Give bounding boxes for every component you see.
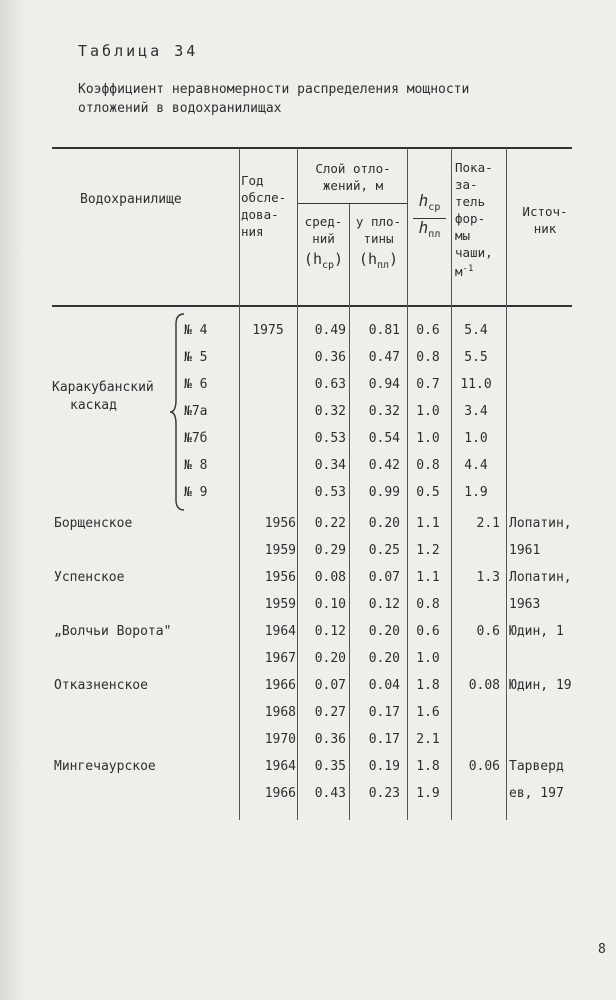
cell-dam-layer: 0.19 [368,759,400,774]
layer-group-rule [297,203,407,204]
cell-source: Юдин, 1 [509,624,564,639]
cell-dam-layer: 0.25 [368,543,400,558]
page-number: 8 [598,942,606,957]
cell-shape-index: 0.06 [468,759,500,774]
cell-avg-layer: 0.10 [314,597,346,612]
cell-avg-layer: 0.35 [314,759,346,774]
cell-year: 1970 [264,732,296,747]
cell-dam-layer: 0.04 [368,678,400,693]
cell-reservoir-name: „Волчьи Ворота" [54,624,172,639]
cell-ratio: 2.1 [416,732,440,747]
cascade-label-line2: каскад [70,398,117,413]
col-divider-dam [349,204,350,820]
header-source: Источ- ник [522,204,568,236]
cell-shape-index: 5.5 [464,350,488,365]
table-top-rule [52,147,572,149]
cell-source: Юдин, 19 [509,678,572,693]
cell-year: 1964 [264,759,296,774]
cell-year: 1966 [264,678,296,693]
cell-avg-layer: 0.29 [314,543,346,558]
cell-year: 1959 [264,543,296,558]
cell-avg-layer: 0.20 [314,651,346,666]
cell-dam-layer: 0.17 [368,732,400,747]
cell-ratio: 0.5 [416,485,440,500]
cell-dam-layer: 0.17 [368,705,400,720]
cell-ratio: 1.0 [416,651,440,666]
cell-ratio: 0.7 [416,377,440,392]
cell-avg-layer: 0.12 [314,624,346,639]
cell-year: 1967 [264,651,296,666]
cascade-label-line1: Каракубанский [52,380,154,395]
cell-shape-index: 2.1 [476,516,500,531]
cell-dam-layer: 0.20 [368,651,400,666]
cell-avg-layer: 0.43 [314,786,346,801]
cell-year: 1956 [264,516,296,531]
cell-shape-index: 0.08 [468,678,500,693]
cell-avg-layer: 0.27 [314,705,346,720]
cell-ratio: 0.6 [416,624,440,639]
cell-shape-index: 3.4 [464,404,488,419]
header-year: Год обсле- дова- ния [241,173,287,239]
cell-shape-index: 1.9 [464,485,488,500]
cascade-sub-label: №7а [184,404,208,419]
cell-year: 1964 [264,624,296,639]
header-reservoir: Водохранилище [80,192,182,207]
cell-ratio: 0.8 [416,350,440,365]
header-layer-group: Слой отло- жений, м [315,161,391,193]
header-ratio: $h_{ср}$ $h_{пл}$ [408,192,451,243]
cell-avg-layer: 0.32 [314,404,346,419]
table-title: Коэффициент неравномерности распределения мощности отложений в водохранилищах [78,82,470,116]
page-edge-shadow [0,0,24,1000]
cascade-sub-label: № 8 [184,458,208,473]
cell-ratio: 1.1 [416,570,440,585]
cell-shape-index: 0.6 [476,624,500,639]
cell-reservoir-name: Борщенское [54,516,133,531]
cell-shape-index: 1.3 [476,570,500,585]
cell-avg-layer: 0.07 [314,678,346,693]
cell-avg-layer: 0.36 [314,350,346,365]
cell-year: 1966 [264,786,296,801]
cell-dam-layer: 0.23 [368,786,400,801]
cell-year: 1975 [252,323,284,338]
cell-shape-index: 11.0 [460,377,492,392]
cell-shape-index: 5.4 [464,323,488,338]
cell-year: 1968 [264,705,296,720]
cell-avg-layer: 0.22 [314,516,346,531]
cell-reservoir-name: Отказненское [54,678,148,693]
cell-shape-index: 1.0 [464,431,488,446]
cell-source: ев, 197 [509,786,564,801]
cell-avg-layer: 0.36 [314,732,346,747]
cell-avg-layer: 0.53 [314,485,346,500]
cell-dam-layer: 0.32 [368,404,400,419]
cell-source: 1963 [509,597,541,612]
cell-source: Лопатин, [509,570,572,585]
cell-source: 1961 [509,543,541,558]
cell-ratio: 1.8 [416,678,440,693]
cell-dam-layer: 0.20 [368,624,400,639]
cell-reservoir-name: Мингечаурское [54,759,156,774]
cell-dam-layer: 0.42 [368,458,400,473]
cell-avg-layer: 0.49 [314,323,346,338]
cell-avg-layer: 0.08 [314,570,346,585]
cell-dam-layer: 0.54 [368,431,400,446]
table-caption: Таблица 34 [78,42,199,60]
cell-avg-layer: 0.63 [314,377,346,392]
cascade-sub-label: № 6 [184,377,208,392]
cell-ratio: 1.0 [416,431,440,446]
cell-source: Тарверд [509,759,564,774]
cell-ratio: 0.6 [416,323,440,338]
cascade-sub-label: № 4 [184,323,208,338]
cell-dam-layer: 0.47 [368,350,400,365]
cell-ratio: 0.8 [416,458,440,473]
cell-year: 1956 [264,570,296,585]
cell-ratio: 1.1 [416,516,440,531]
cascade-sub-label: № 9 [184,485,208,500]
cell-avg-layer: 0.53 [314,431,346,446]
cell-ratio: 0.8 [416,597,440,612]
cell-dam-layer: 0.20 [368,516,400,531]
cell-dam-layer: 0.07 [368,570,400,585]
header-bottom-rule [52,305,572,307]
cell-ratio: 1.9 [416,786,440,801]
cell-ratio: 1.8 [416,759,440,774]
header-avg: сред- ний $(h_{ср})$ [303,214,344,271]
cell-dam-layer: 0.99 [368,485,400,500]
cell-avg-layer: 0.34 [314,458,346,473]
cell-shape-index: 4.4 [464,458,488,473]
cascade-sub-label: № 5 [184,350,208,365]
cell-ratio: 1.6 [416,705,440,720]
header-dam: у пло- тины $(h_{пл})$ [355,214,402,271]
cell-source: Лопатин, [509,516,572,531]
header-shape-index: Пока- за- тель фор- мы чаши, $м^{-1}$ [455,160,493,280]
cell-dam-layer: 0.94 [368,377,400,392]
cell-reservoir-name: Успенское [54,570,125,585]
cell-ratio: 1.2 [416,543,440,558]
cascade-sub-label: №7б [184,431,208,446]
cell-year: 1959 [264,597,296,612]
cell-dam-layer: 0.81 [368,323,400,338]
cell-dam-layer: 0.12 [368,597,400,612]
cell-ratio: 1.0 [416,404,440,419]
